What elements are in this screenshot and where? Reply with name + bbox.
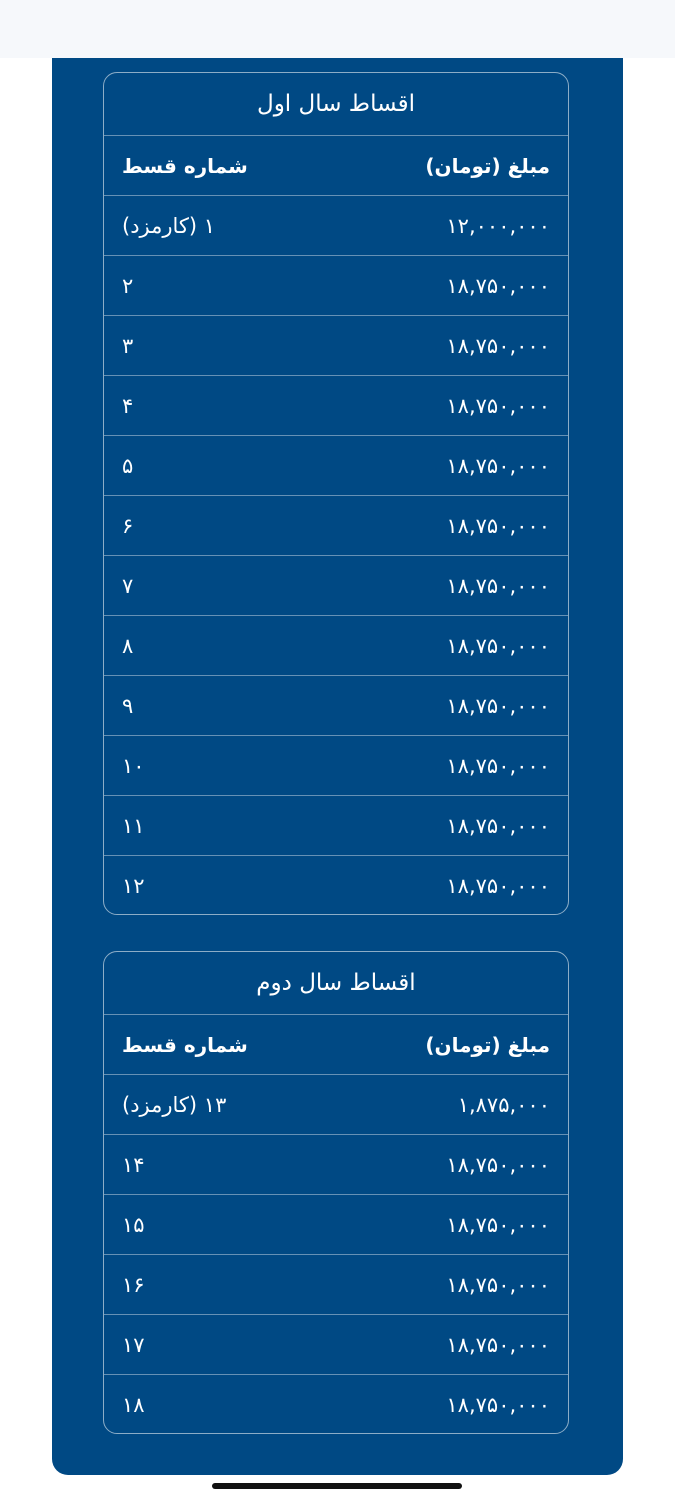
header-amount: مبلغ (تومان)	[425, 153, 550, 178]
installment-number: ۱۲	[122, 874, 145, 898]
table-row	[104, 256, 568, 316]
installment-number: ۲	[122, 273, 134, 298]
table-row	[104, 1135, 568, 1195]
installment-number: ۱۴	[122, 1152, 145, 1177]
installment-amount: ۱,۸۷۵,۰۰۰	[457, 1092, 550, 1117]
installment-amount: ۱۸,۷۵۰,۰۰۰	[446, 513, 550, 538]
installment-number: ۱۵	[122, 1212, 145, 1237]
installment-amount: ۱۸,۷۵۰,۰۰۰	[446, 393, 550, 418]
table-row	[104, 856, 568, 915]
table-row	[104, 316, 568, 376]
installment-amount: ۱۸,۷۵۰,۰۰۰	[446, 1212, 550, 1237]
table-row	[104, 196, 568, 256]
installment-number: ۱۱	[122, 813, 145, 838]
installment-number: ۵	[122, 453, 134, 478]
installment-number: ۱۸	[122, 1393, 145, 1417]
table-row	[104, 496, 568, 556]
installment-number: ۱۳ (کارمزد)	[122, 1092, 227, 1117]
table-row	[104, 1315, 568, 1375]
table-header-row	[104, 136, 568, 196]
table-header-row	[104, 1015, 568, 1075]
installment-amount: ۱۸,۷۵۰,۰۰۰	[446, 333, 550, 358]
installment-amount: ۱۸,۷۵۰,۰۰۰	[446, 273, 550, 298]
table-row	[104, 616, 568, 676]
installment-amount: ۱۸,۷۵۰,۰۰۰	[446, 1393, 550, 1417]
installment-amount: ۱۸,۷۵۰,۰۰۰	[446, 1332, 550, 1357]
installment-amount: ۱۸,۷۵۰,۰۰۰	[446, 813, 550, 838]
home-indicator[interactable]	[212, 1483, 462, 1489]
header-installment-number: شماره قسط	[122, 153, 248, 178]
installment-number: ۶	[122, 513, 134, 538]
table-title: اقساط سال اول	[104, 73, 568, 136]
installment-number: ۷	[122, 573, 134, 598]
installment-amount: ۱۸,۷۵۰,۰۰۰	[446, 753, 550, 778]
installment-amount: ۱۸,۷۵۰,۰۰۰	[446, 453, 550, 478]
table-row	[104, 1075, 568, 1135]
installment-number: ۸	[122, 633, 134, 658]
installment-amount: ۱۲,۰۰۰,۰۰۰	[446, 213, 550, 238]
installment-number: ۱ (کارمزد)	[122, 213, 216, 238]
first-year-installments-table	[103, 72, 569, 915]
installment-number: ۱۷	[122, 1332, 145, 1357]
installment-amount: ۱۸,۷۵۰,۰۰۰	[446, 1272, 550, 1297]
table-row	[104, 556, 568, 616]
installment-amount: ۱۸,۷۵۰,۰۰۰	[446, 573, 550, 598]
table-row	[104, 1375, 568, 1434]
installment-amount: ۱۸,۷۵۰,۰۰۰	[446, 1152, 550, 1177]
table-row	[104, 676, 568, 736]
installment-amount: ۱۸,۷۵۰,۰۰۰	[446, 874, 550, 898]
header-installment-number: شماره قسط	[122, 1032, 248, 1057]
installment-number: ۳	[122, 333, 134, 358]
table-row	[104, 376, 568, 436]
table-row	[104, 796, 568, 856]
table-row	[104, 436, 568, 496]
top-strip	[0, 0, 675, 58]
table-row	[104, 1255, 568, 1315]
table-row	[104, 736, 568, 796]
installment-amount: ۱۸,۷۵۰,۰۰۰	[446, 693, 550, 718]
second-year-installments-table	[103, 951, 569, 1434]
installment-number: ۹	[122, 693, 134, 718]
table-row	[104, 1195, 568, 1255]
header-amount: مبلغ (تومان)	[425, 1032, 550, 1057]
table-title: اقساط سال دوم	[104, 952, 568, 1015]
installment-number: ۴	[122, 393, 134, 418]
installment-amount: ۱۸,۷۵۰,۰۰۰	[446, 633, 550, 658]
installment-number: ۱۰	[122, 753, 145, 778]
installment-number: ۱۶	[122, 1272, 145, 1297]
